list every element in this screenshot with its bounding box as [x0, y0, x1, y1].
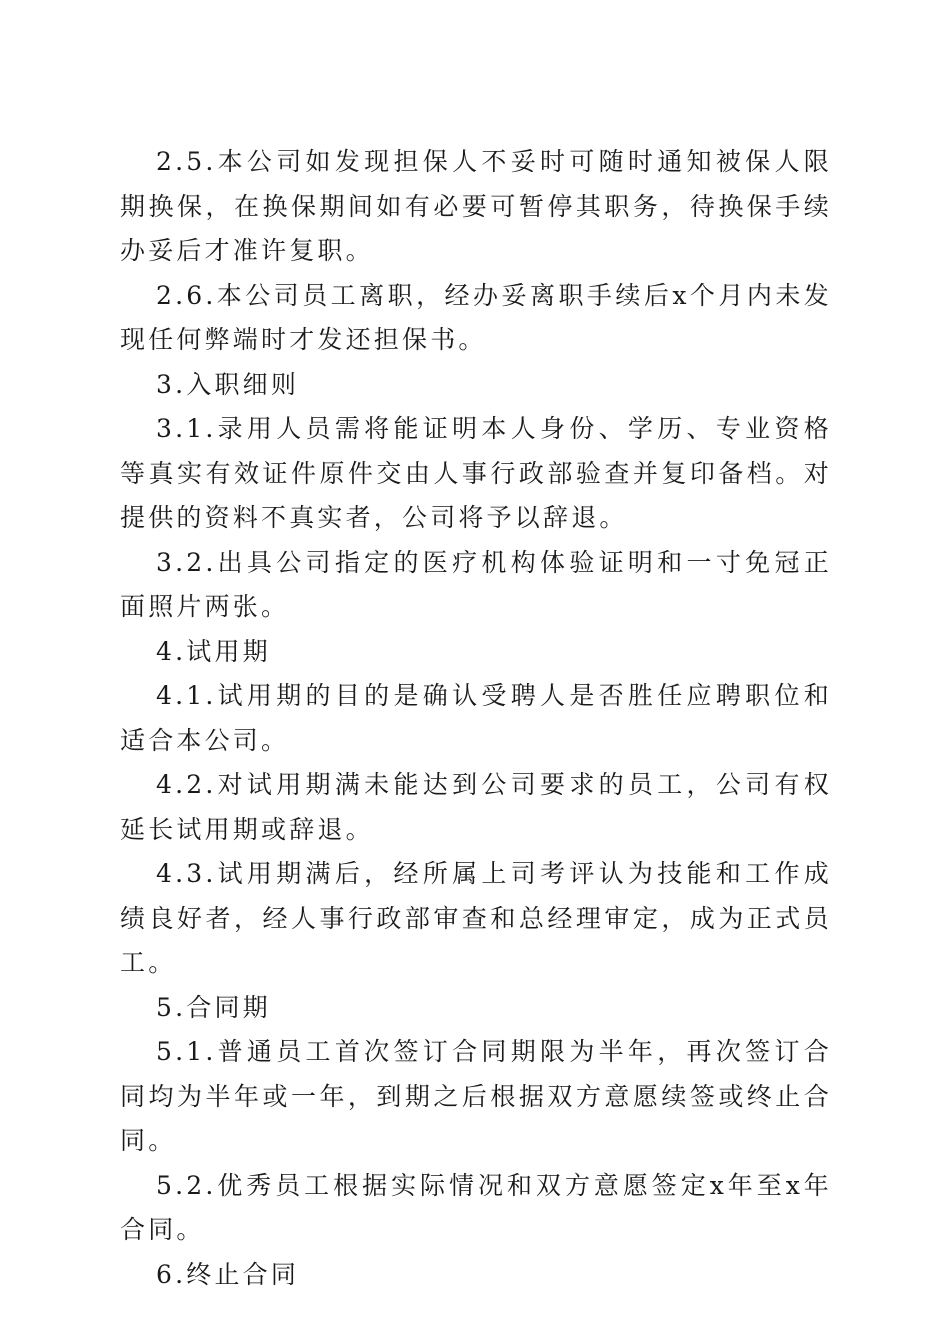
clause-2-5: 2.5.本公司如发现担保人不妥时可随时通知被保人限期换保，在换保期间如有必要可暂停其职务，待换保手续办妥后才准许复职。: [120, 147, 832, 265]
section-5-heading: 5.合同期: [156, 992, 271, 1022]
section-6-heading: 6.终止合同: [156, 1259, 300, 1289]
clause-3-1: 3.1.录用人员需将能证明本人身份、学历、专业资格等真实有效证件原件交由人事行政部验查并复印备档。对提供的资料不真实者，公司将予以辞退。: [120, 414, 832, 532]
clause-4-1: 4.1.试用期的目的是确认受聘人是否胜任应聘职位和适合本公司。: [120, 681, 832, 755]
clause-2-6: 2.6.本公司员工离职，经办妥离职手续后x个月内未发现任何弊端时才发还担保书。: [120, 280, 832, 354]
document-body: [120, 140, 832, 1297]
clause-5-1: 5.1.普通员工首次签订合同期限为半年，再次签订合同均为半年或一年，到期之后根据双方意愿续签或终止合同。: [120, 1037, 832, 1155]
section-3-heading: 3.入职细则: [156, 369, 300, 399]
clause-5-2: 5.2.优秀员工根据实际情况和双方意愿签定x年至x年合同。: [120, 1170, 832, 1244]
clause-4-2: 4.2.对试用期满未能达到公司要求的员工，公司有权延长试用期或辞退。: [120, 770, 832, 844]
clause-4-3: 4.3.试用期满后，经所属上司考评认为技能和工作成绩良好者，经人事行政部审查和总经理审定，成为正式员工。: [120, 859, 832, 977]
clause-3-2: 3.2.出具公司指定的医疗机构体验证明和一寸免冠正面照片两张。: [120, 547, 832, 621]
section-4-heading: 4.试用期: [156, 636, 271, 666]
